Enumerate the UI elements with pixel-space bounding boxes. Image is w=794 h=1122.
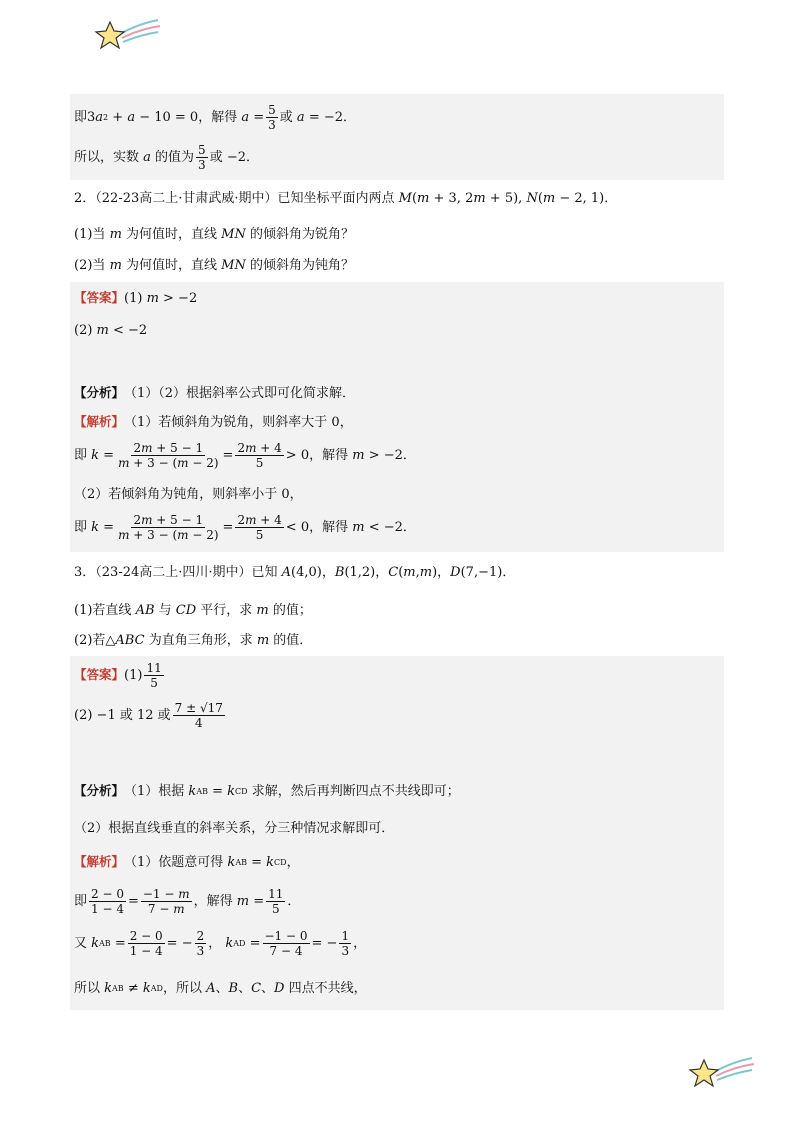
q2-analysis-text: （1）（2）根据斜率公式即可化简求解． xyxy=(124,386,356,401)
q3-part2: (2)若△ABC 为直角三角形，求 m 的值． xyxy=(74,633,313,648)
solution-tag: 【解析】 xyxy=(74,414,125,430)
analysis-tag: 【分析】 xyxy=(74,783,125,799)
q3-part1: (1)若直线 AB 与 CD 平行，求 m 的值； xyxy=(74,603,312,618)
q2-part1: (1)当 m 为何值时，直线 MN 的倾斜角为锐角？ xyxy=(74,227,354,242)
q3-analysis-2 xyxy=(74,822,394,835)
q3-solution-1: 【解析】 （1）依题意可得 k AB = k CD ， xyxy=(74,854,300,870)
prev-solution-conclusion: 所以，实数 a 的值为 $\frac{5}{3}$ 或 −2． xyxy=(74,143,259,172)
q3-solution-4: 所以 k AB ≠ k AD ，所以 A 、 B 、 C 、 D 四点不共线， xyxy=(74,981,367,996)
q3-analysis-1: 【分析】 （1）根据 k AB = k CD 求解，然后再判断四点不共线即可； xyxy=(74,783,460,799)
analysis-tag: 【分析】 xyxy=(74,385,125,401)
answer-tag: 【答案】 xyxy=(74,667,125,683)
shooting-star-icon xyxy=(92,16,164,58)
q3-title: 3．（23-24高二上·四川·期中）已知 A(4,0)，B(1,2)，C(m,m)，D(7,−1)． xyxy=(74,565,516,580)
q2-solution-2: 即 k = $\frac{2m + 5 - 1}{m + 3 - (m - 2)}$ = $\frac{2m + 4}{5}$ > 0，解得 m > −2． xyxy=(74,441,416,470)
q3-solution-2: 即 $\frac{2 - 0}{1 - 4}$ = $\frac{-1 - m}{7 - m}$ ，解得 m = $\frac{11}{5}$ ． xyxy=(74,887,301,916)
q2-solution-1: 【解析】 （1）若倾斜角为锐角，则斜率大于 0， xyxy=(74,414,353,430)
solution-tag: 【解析】 xyxy=(74,854,125,870)
q2-part2: (2)当 m 为何值时，直线 MN 的倾斜角为钝角？ xyxy=(74,258,354,273)
q3-solution-3: 又 k AB = $\frac{2 - 0}{1 - 4}$ = − $\frac{2}{3}$ ， k AD = $\frac{-1 - 0}{7 - 4}$ = − $\frac{1}{3}$ ， xyxy=(74,929,367,958)
shooting-star-icon xyxy=(686,1054,758,1096)
q2-solution-3: （2）若倾斜角为钝角，则斜率小于 0， xyxy=(74,487,303,502)
q3-answer-1: 【答案】 (1) $\frac{11}{5}$ xyxy=(74,661,162,690)
answer-tag: 【答案】 xyxy=(74,290,125,306)
prev-solution-line: 即3 a 2 + a − 10 = 0，解得 a = $\frac{5}{3}$ 或 a = −2． xyxy=(74,103,357,132)
q2-title: 2．（22-23高二上·甘肃武威·期中）已知坐标平面内两点 M(m + 3, 2m + 5), N(m − 2, 1)． xyxy=(74,191,618,206)
q2-solution-4: 即 k = $\frac{2m + 5 - 1}{m + 3 - (m - 2)}$ = $\frac{2m + 4}{5}$ < 0，解得 m < −2． xyxy=(74,513,416,542)
q3-analysis-2-text: （2）根据直线垂直的斜率关系，分三种情况求解即可． xyxy=(74,821,395,836)
q2-answer-2: (2) m < −2 xyxy=(74,323,148,338)
q2-analysis xyxy=(74,387,355,400)
q3-answer-2: (2) −1 或 12 或 $\frac{7 \pm √17}{4}$ xyxy=(74,701,223,730)
q2-answer-1: 【答案】 (1) m > −2 xyxy=(74,290,198,306)
